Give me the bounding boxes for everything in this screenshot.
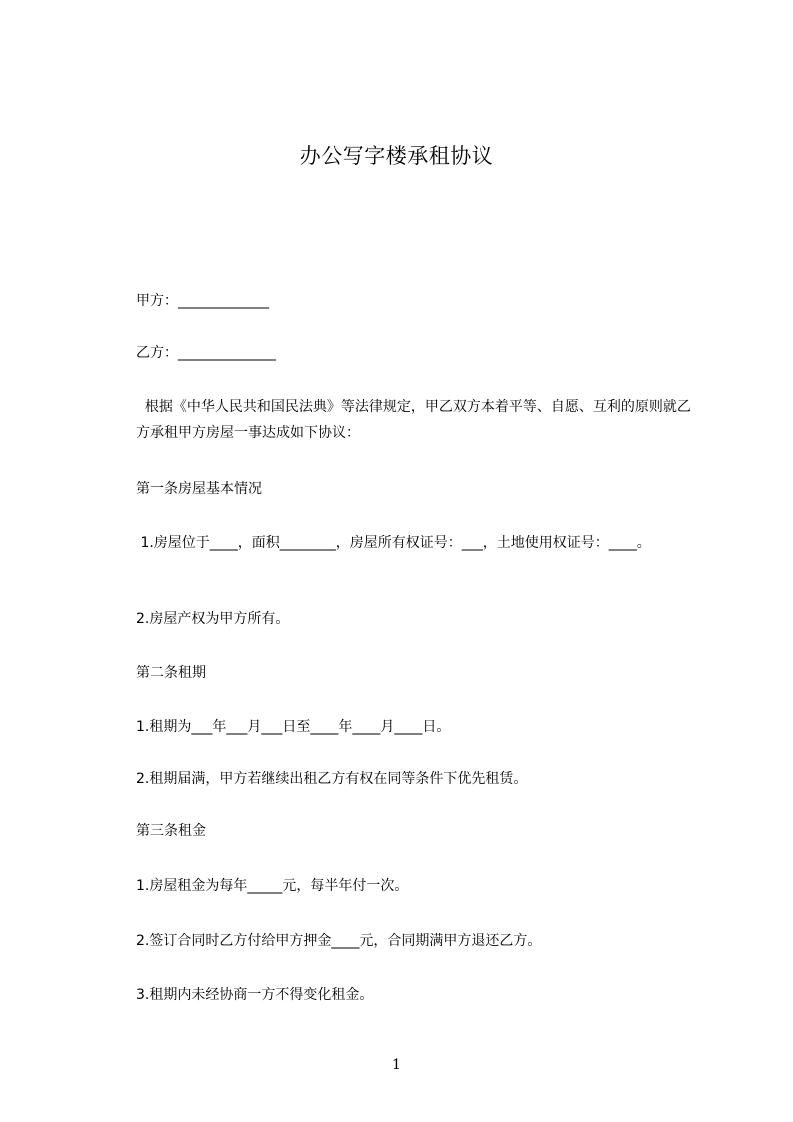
article-1-heading: 第一条房屋基本情况 [136,481,262,497]
article-1-item-1: 1.房屋位于____，面积________，房屋所有权证号：___，土地使用权证号：____。 [136,535,651,551]
article-3-item-1: 1.房屋租金为每年_____元，每半年付一次。 [136,878,409,894]
article-1-item-2: 2.房屋产权为甲方所有。 [136,611,290,627]
article-3-item-3: 3.租期内未经协商一方不得变化租金。 [136,987,374,1003]
page-number: 1 [392,1057,401,1073]
article-2-item-1: 1.租期为___年___月___日至____年____月____日。 [136,719,451,735]
article-3-heading: 第三条租金 [136,823,206,839]
intro-paragraph: 根据《中华人民共和国民法典》等法律规定，甲乙双方本着平等、自愿、互利的原则就乙方承租甲方房屋一事达成如下协议： [136,399,691,441]
party-b-line: 乙方：______________ [136,345,276,361]
article-3-item-2: 2.签订合同时乙方付给甲方押金____元，合同期满甲方退还乙方。 [136,933,542,949]
document-title: 办公写字楼承租协议 [299,144,494,168]
party-a-line: 甲方：_____________ [136,293,269,309]
article-2-item-2: 2.租期届满，甲方若继续出租乙方有权在同等条件下优先租赁。 [136,771,528,787]
article-2-heading: 第二条租期 [136,665,206,681]
